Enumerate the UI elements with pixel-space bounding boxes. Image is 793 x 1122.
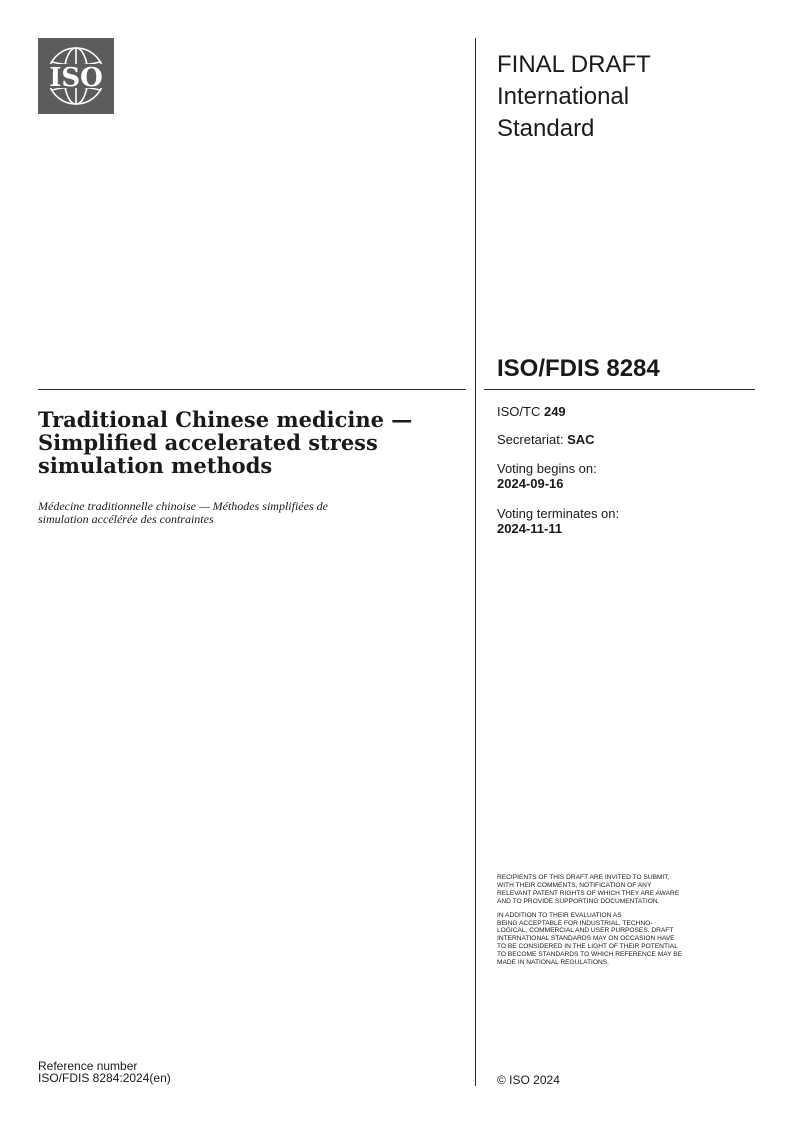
voting-terminates-date: 2024-11-11 [497,521,563,536]
left-horizontal-rule [38,389,466,390]
notice-line: AND TO PROVIDE SUPPORTING DOCUMENTATION. [497,897,660,905]
notice-line: MADE IN NATIONAL REGULATIONS. [497,959,609,967]
title-english-line-2: Simplified accelerated stress [38,430,378,455]
reference-number [38,1060,171,1084]
secretariat [497,432,757,447]
title-french-line-2: simulation accélérée des contraintes [38,512,214,526]
title-english [38,408,458,477]
vertical-divider [475,38,476,1086]
reference-label: Reference number [38,1059,138,1073]
status-line-2: International [497,83,630,110]
title-english-line-1: Traditional Chinese medicine — [38,407,413,432]
title-english-line-3: simulation methods [38,453,273,478]
voting-begins [497,461,757,491]
notice-line: TO BECOME STANDARDS TO WHICH REFERENCE MAY BE [497,951,683,959]
iso-logo [38,38,114,114]
reference-value: ISO/FDIS 8284:2024(en) [38,1071,171,1085]
notice-line: TO BE CONSIDERED IN THE LIGHT OF THEIR POTENTIAL [497,943,678,951]
notice-line: RELEVANT PATENT RIGHTS OF WHICH THEY ARE AWARE [497,889,680,897]
secretariat-label: Secretariat: [497,432,564,447]
notice-line: RECIPIENTS OF THIS DRAFT ARE INVITED TO SUBMIT, [497,874,670,881]
document-status [497,49,757,145]
status-line-3: Standard [497,115,595,142]
title-french [38,500,458,526]
document-number: ISO/FDIS 8284 [497,355,660,382]
voting-begins-label: Voting begins on: [497,461,597,476]
iso-globe-icon [38,38,114,114]
notice-line: BEING ACCEPTABLE FOR INDUSTRIAL, TECHNO- [497,919,653,927]
copyright: © ISO 2024 [497,1073,560,1087]
voting-terminates [497,506,757,536]
notice-line: IN ADDITION TO THEIR EVALUATION AS [497,911,622,919]
notice-line: WITH THEIR COMMENTS, NOTIFICATION OF ANY [497,881,652,889]
notice-line: INTERNATIONAL STANDARDS MAY ON OCCASION HAVE [497,935,675,943]
tc-label: ISO/TC [497,404,541,419]
notice-paragraph-2 [497,912,759,967]
notice-line: LOGICAL, COMMERCIAL AND USER PURPOSES, DRAFT [497,927,674,935]
logo-text: ISO [49,63,103,93]
right-horizontal-rule [484,389,755,390]
technical-committee [497,404,757,419]
status-line-1: FINAL DRAFT [497,51,651,78]
voting-terminates-label: Voting terminates on: [497,506,620,521]
draft-notice [497,871,759,967]
tc-value: 249 [543,404,566,419]
secretariat-value: SAC [567,432,595,447]
voting-begins-date: 2024-09-16 [497,476,564,491]
title-french-line-1: Médecine traditionnelle chinoise — Méthodes simplifiées de [38,499,328,513]
